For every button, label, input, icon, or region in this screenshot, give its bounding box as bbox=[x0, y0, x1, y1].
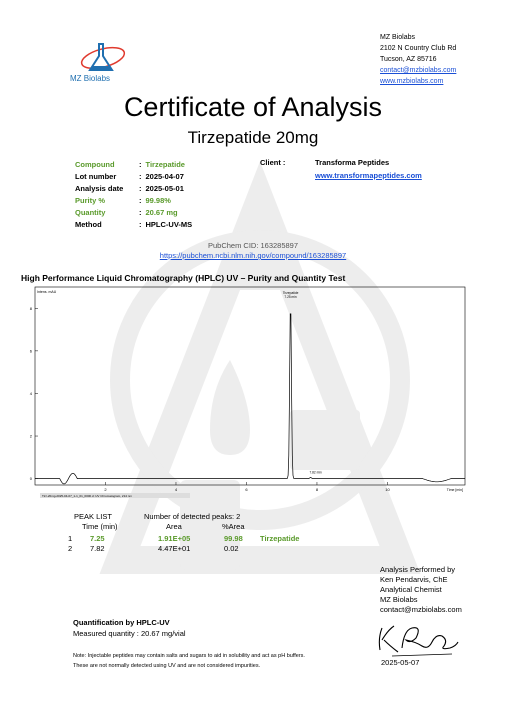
y-axis-label: Intens. mAU bbox=[37, 290, 57, 294]
info-label: Purity % bbox=[75, 195, 106, 205]
info-value: 2025-05-01 bbox=[145, 183, 184, 193]
handwritten-signature bbox=[372, 620, 462, 658]
hplc-chromatogram bbox=[29, 285, 465, 498]
info-colon: : bbox=[139, 183, 142, 193]
detected-peaks-count: Number of detected peaks: 2 bbox=[144, 512, 241, 521]
lab-email-link[interactable]: contact@mzbiolabs.com bbox=[380, 67, 457, 74]
info-colon: : bbox=[139, 207, 142, 217]
client-website-link[interactable]: www.transformapeptides.com bbox=[315, 171, 422, 180]
analyst-block bbox=[380, 565, 462, 615]
info-label: Lot number bbox=[75, 171, 117, 181]
chromatogram-footer: Tirz-20mg-2025-04-07_1-1_01_0000.d: UV Chromatogram, 214 nm bbox=[42, 494, 132, 498]
info-row bbox=[73, 182, 194, 194]
peak-row-area: 1.91E+05 bbox=[158, 534, 191, 543]
note-line-2: These are not normally detected using UV and are not considered impurities. bbox=[73, 663, 261, 669]
y-tick-label: 2 bbox=[29, 433, 32, 439]
x-axis-label: Time [min] bbox=[446, 488, 463, 492]
peak-label: Tirzepatide bbox=[282, 290, 299, 295]
info-value: 99.98% bbox=[145, 195, 171, 205]
hplc-section-title: High Performance Liquid Chromatography (HPLC) UV – Purity and Quantity Test bbox=[21, 273, 346, 283]
client-name: Transforma Peptides bbox=[315, 158, 390, 167]
analyst-name: Ken Pendarvis, ChE bbox=[380, 575, 448, 584]
peak-row-pct: 99.98 bbox=[224, 534, 243, 543]
logo-text: MZ Biolabs bbox=[70, 74, 111, 83]
info-label: Quantity bbox=[75, 207, 106, 217]
uv-trace-line bbox=[35, 314, 465, 484]
pubchem-link[interactable]: https://pubchem.ncbi.nlm.nih.gov/compound/163285897 bbox=[159, 251, 347, 260]
peak-row-time: 7.25 bbox=[90, 534, 105, 543]
peak-list bbox=[70, 512, 370, 557]
col-area-header: Area bbox=[166, 522, 182, 531]
sample-info-table bbox=[73, 158, 194, 230]
col-area-pct-header: %Area bbox=[222, 522, 245, 531]
peak-list-label: PEAK LIST bbox=[74, 512, 112, 521]
y-tick-label: 8 bbox=[29, 305, 32, 311]
info-colon: : bbox=[139, 159, 142, 169]
info-value: 20.67 mg bbox=[145, 207, 178, 217]
peak-row-area: 4.47E+01 bbox=[158, 544, 191, 553]
peak-row-name: Tirzepatide bbox=[260, 534, 300, 543]
analyst-email: contact@mzbiolabs.com bbox=[380, 605, 462, 614]
info-label: Analysis date bbox=[75, 183, 124, 193]
analyst-title: Analytical Chemist bbox=[380, 585, 442, 594]
lab-city: Tucson, AZ 85716 bbox=[380, 56, 437, 63]
lab-street: 2102 N Country Club Rd bbox=[380, 45, 457, 52]
x-tick-label: 8 bbox=[315, 487, 319, 492]
client-label: Client : bbox=[260, 158, 286, 167]
analyst-line: Analysis Performed by bbox=[380, 565, 456, 574]
x-tick-label: 4 bbox=[174, 487, 178, 492]
info-value: 2025-04-07 bbox=[145, 171, 184, 181]
footnote bbox=[73, 651, 305, 671]
col-time-header: Time (min) bbox=[82, 522, 118, 531]
signature-date: 2025-05-07 bbox=[381, 658, 420, 667]
info-colon: : bbox=[139, 195, 142, 205]
peak-row-number: 1 bbox=[68, 534, 73, 543]
quant-heading: Quantification by HPLC-UV bbox=[73, 618, 170, 627]
y-tick-label: 0 bbox=[29, 476, 32, 482]
quantification-block bbox=[73, 617, 186, 639]
info-label: Compound bbox=[75, 159, 115, 169]
lab-website-link[interactable]: www.mzbiolabs.com bbox=[380, 78, 444, 85]
info-value: HPLC-UV-MS bbox=[145, 219, 193, 229]
info-row bbox=[73, 158, 194, 170]
page-title: Certificate of Analysis bbox=[123, 92, 383, 122]
info-value: Tirzepatide bbox=[145, 159, 185, 169]
note-line-1: Note: Injectable peptides may contain salts and sugars to aid in solubility and act as pH buffers. bbox=[73, 653, 305, 659]
info-colon: : bbox=[139, 171, 142, 181]
product-subtitle: Tirzepatide 20mg bbox=[187, 128, 319, 147]
peak-row-time: 7.82 bbox=[90, 544, 105, 553]
pubchem-reference bbox=[0, 241, 506, 261]
info-row bbox=[73, 218, 194, 230]
plot-frame bbox=[35, 287, 465, 485]
info-row bbox=[73, 206, 194, 218]
quant-measured: Measured quantity : 20.67 mg/vial bbox=[73, 629, 186, 638]
lab-name: MZ Biolabs bbox=[380, 34, 416, 41]
peak-row-pct: 0.02 bbox=[224, 544, 239, 553]
info-colon: : bbox=[139, 219, 142, 229]
y-tick-label: 6 bbox=[29, 348, 32, 354]
pubchem-cid: PubChem CID: 163285897 bbox=[207, 241, 299, 250]
peak-label: 7.82 min bbox=[309, 470, 322, 475]
peak-row-number: 2 bbox=[68, 544, 73, 553]
info-row bbox=[73, 194, 194, 206]
info-label: Method bbox=[75, 219, 102, 229]
peak-label: 7.25 min bbox=[284, 294, 297, 299]
info-row bbox=[73, 170, 194, 182]
y-tick-label: 4 bbox=[29, 390, 32, 396]
x-tick-label: 6 bbox=[245, 487, 248, 492]
lab-address bbox=[380, 32, 456, 87]
x-tick-label: 2 bbox=[104, 487, 107, 492]
x-tick-label: 10 bbox=[385, 487, 390, 492]
analyst-lab: MZ Biolabs bbox=[380, 595, 418, 604]
